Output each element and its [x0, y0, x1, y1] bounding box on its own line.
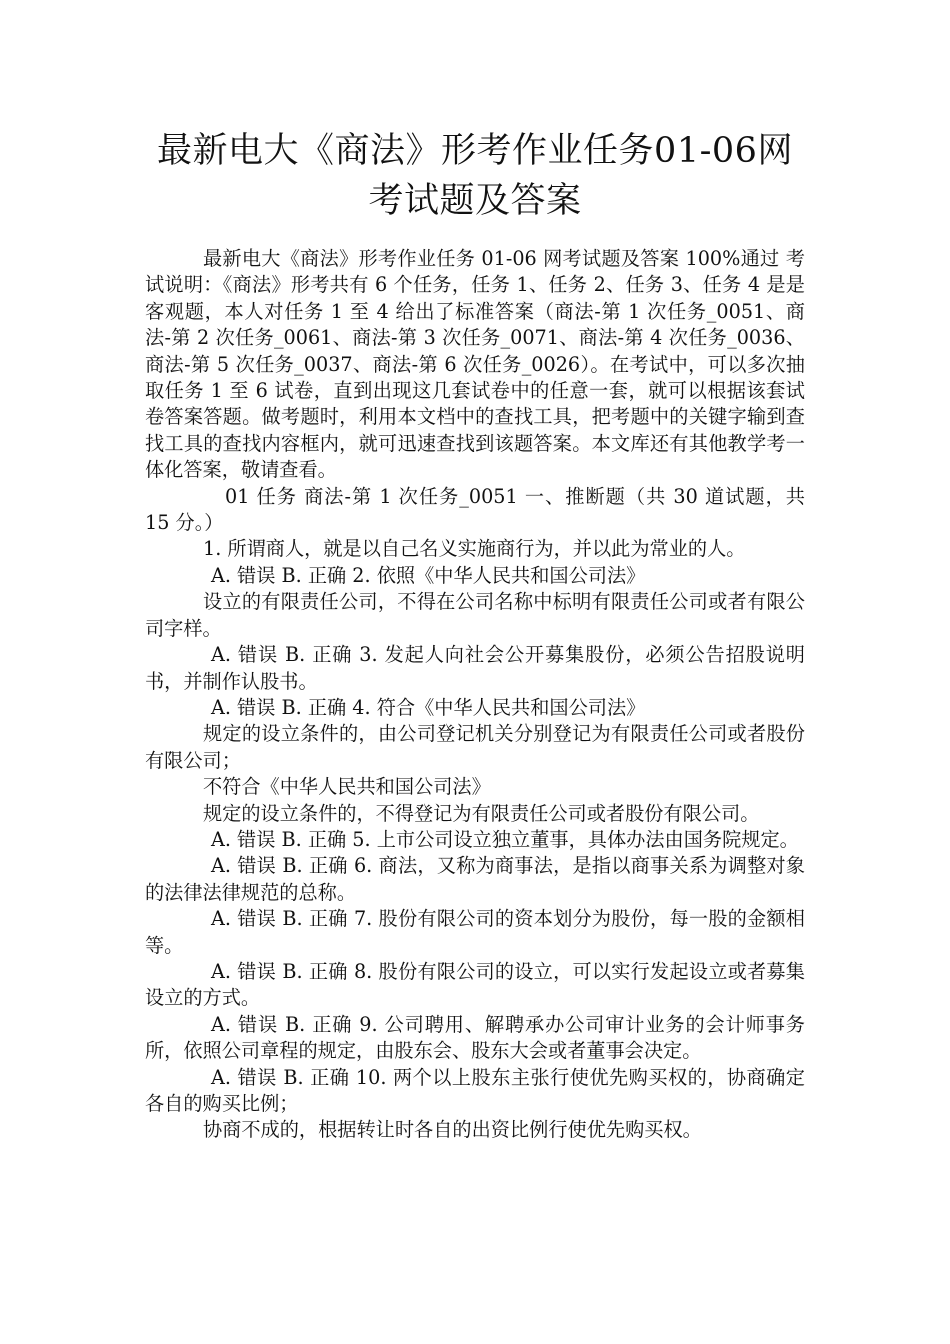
body-paragraph: A. 错误 B. 正确 7. 股份有限公司的资本划分为股份，每一股的金额相等。: [145, 907, 805, 957]
document-title-line-1: 最新电大《商法》形考作业任务01-06网: [157, 131, 793, 171]
document-body: [145, 246, 805, 1144]
body-paragraph: 最新电大《商法》形考作业任务 01-06 网考试题及答案 100%通过 考试说明：《商法》形考共有 6 个任务，任务 1、任务 2、任务 3、任务 4 是是客观题，本人对任务 1 至 4 给出了标准答案（商法-第 1 次任务_0051、商法-第 2 次任务_0061、商法-第 3 次任务_0071、商法-第 4 次任务_0036、商法-第 5 次任务_0037、商法-第 6 次任务_0026）。在考试中，可以多次抽取任务 1 至 6 试卷，直到出现这几套试卷中的任意一套，就可以根据该套试卷答案答题。做考题时，利用本文档中的查找工具，把考题中的关键字输到查找工具的查找内容框内，就可迅速查找到该题答案。本文库还有其他教学考一体化答案，敬请查看。: [145, 247, 805, 482]
body-paragraph: 规定的设立条件的，不得登记为有限责任公司或者股份有限公司。: [203, 801, 760, 825]
body-paragraph: A. 错误 B. 正确 3. 发起人向社会公开募集股份，必须公告招股说明书，并制作认股书。: [145, 643, 805, 693]
body-paragraph: 规定的设立条件的，由公司登记机关分别登记为有限责任公司或者股份有限公司；: [145, 722, 805, 772]
body-paragraph: 1. 所谓商人，就是以自己名义实施商行为，并以此为常业的人。: [203, 537, 746, 561]
body-paragraph: 不符合《中华人民共和国公司法》: [203, 775, 491, 799]
body-paragraph: A. 错误 B. 正确 9. 公司聘用、解聘承办公司审计业务的会计师事务所，依照公司章程的规定，由股东会、股东大会或者董事会决定。: [145, 1012, 805, 1063]
body-paragraph: A. 错误 B. 正确 5. 上市公司设立独立董事，具体办法由国务院规定。: [211, 827, 799, 851]
body-paragraph: 01 任务 商法-第 1 次任务_0051 一、推断题（共 30 道试题，共 15 分。）: [145, 484, 805, 535]
document-title-line-2: 考试题及答案: [368, 181, 582, 221]
body-paragraph: 协商不成的，根据转让时各自的出资比例行使优先购买权。: [203, 1118, 702, 1142]
body-paragraph: A. 错误 B. 正确 10. 两个以上股东主张行使优先购买权的，协商确定各自的购买比例；: [145, 1065, 805, 1115]
body-paragraph: A. 错误 B. 正确 4. 符合《中华人民共和国公司法》: [211, 695, 646, 719]
body-paragraph: A. 错误 B. 正确 8. 股份有限公司的设立，可以实行发起设立或者募集设立的方式。: [145, 959, 805, 1010]
body-paragraph: 设立的有限责任公司，不得在公司名称中标明有限责任公司或者有限公司字样。: [145, 590, 805, 640]
body-paragraph: A. 错误 B. 正确 6. 商法，又称为商事法，是指以商事关系为调整对象的法律法律规范的总称。: [145, 854, 805, 904]
body-paragraph: A. 错误 B. 正确 2. 依照《中华人民共和国公司法》: [211, 563, 646, 587]
